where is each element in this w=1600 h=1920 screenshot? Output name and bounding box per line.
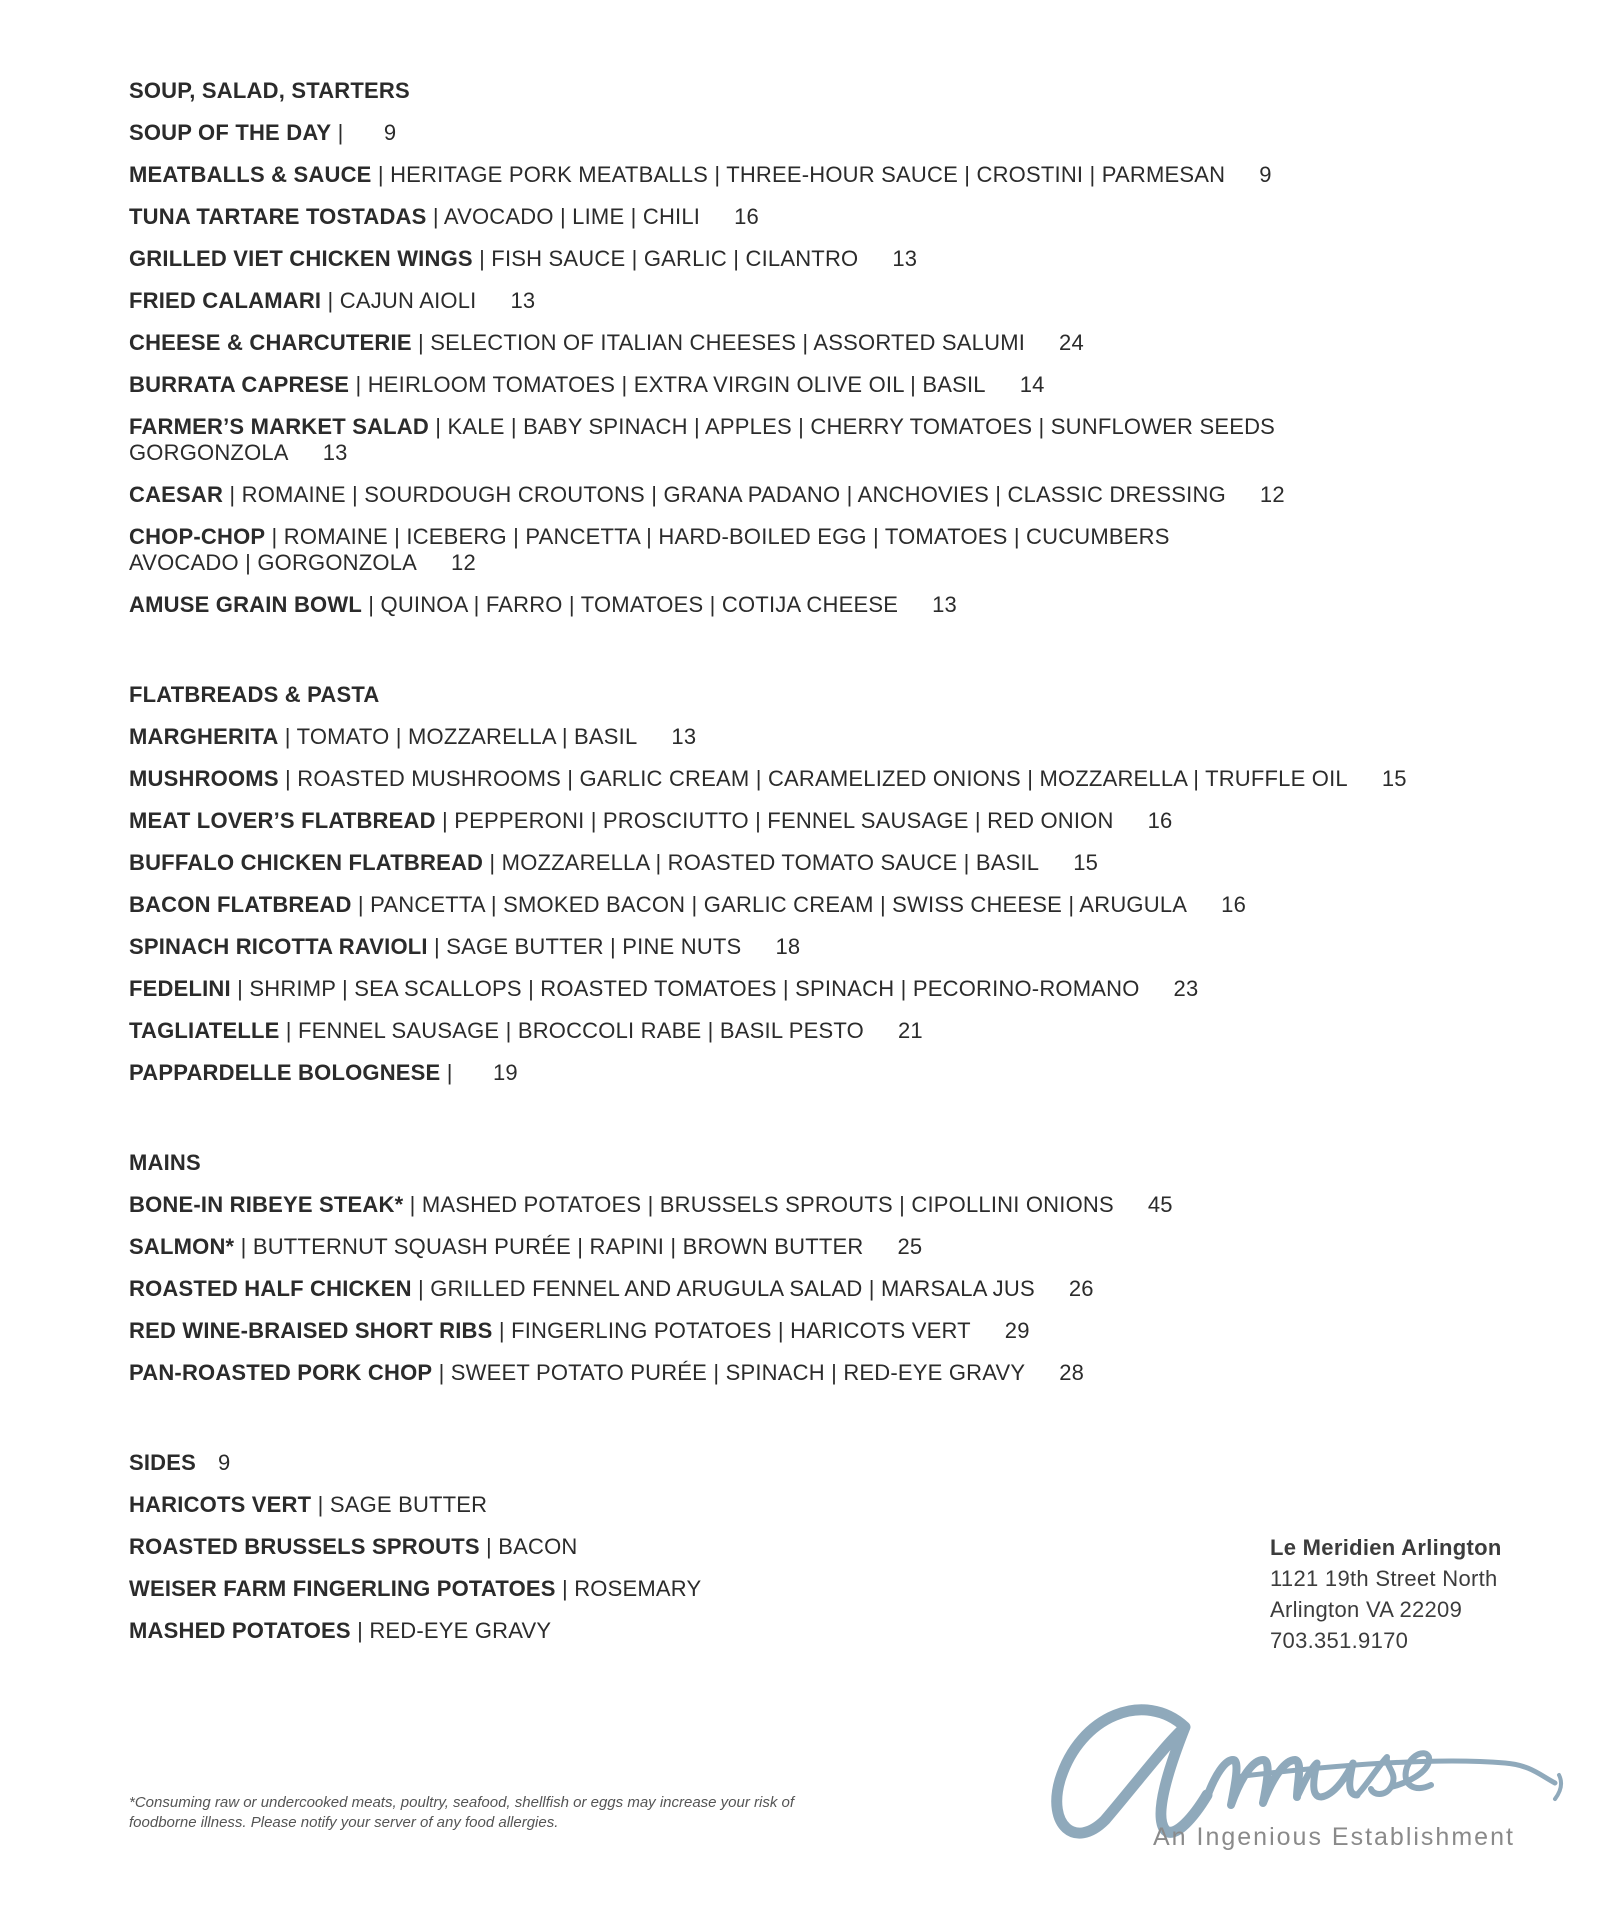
- item-description: | ROASTED MUSHROOMS | GARLIC CREAM | CARAMELIZED ONIONS | MOZZARELLA | TRUFFLE OIL: [278, 766, 1348, 791]
- item-name: MARGHERITA: [129, 724, 279, 749]
- menu-item: [129, 1192, 1459, 1218]
- item-price: 18: [775, 934, 801, 959]
- venue-name: Le Meridien Arlington: [1270, 1535, 1502, 1560]
- item-price: 9: [1259, 162, 1272, 187]
- item-description: | AVOCADO | LIME | CHILI: [426, 204, 701, 229]
- item-price: 13: [322, 440, 348, 465]
- logo-comma: [1555, 1775, 1561, 1799]
- menu-section: [129, 1450, 1459, 1644]
- item-price: 26: [1068, 1276, 1094, 1301]
- item-description: | RED-EYE GRAVY: [350, 1618, 552, 1643]
- menu-item: [129, 850, 1459, 876]
- item-name: CHEESE & CHARCUTERIE: [129, 330, 412, 355]
- phone-number: 703.351.9170: [1270, 1628, 1409, 1653]
- item-price: 12: [1259, 482, 1285, 507]
- menu-section: [129, 682, 1459, 1086]
- item-description: | FINGERLING POTATOES | HARICOTS VERT: [492, 1318, 971, 1343]
- item-price: 28: [1059, 1360, 1085, 1385]
- menu-item: [129, 1276, 1459, 1302]
- item-price: 23: [1173, 976, 1199, 1001]
- restaurant-address: [1270, 1532, 1502, 1656]
- item-name: BACON FLATBREAD: [129, 892, 352, 917]
- item-description: | ROMAINE | SOURDOUGH CROUTONS | GRANA PADANO | ANCHOVIES | CLASSIC DRESSING: [223, 482, 1226, 507]
- item-description: |: [331, 120, 350, 145]
- item-name: BUFFALO CHICKEN FLATBREAD: [129, 850, 484, 875]
- item-description: | BACON: [479, 1534, 578, 1559]
- item-price: 16: [1147, 808, 1173, 833]
- item-name: RED WINE-BRAISED SHORT RIBS: [129, 1318, 493, 1343]
- item-description: | PEPPERONI | PROSCIUTTO | FENNEL SAUSAGE | RED ONION: [435, 808, 1114, 833]
- item-name: WEISER FARM FINGERLING POTATOES: [129, 1576, 556, 1601]
- section-title: [129, 682, 1459, 708]
- menu-item: [129, 330, 1459, 356]
- item-name: FARMER’S MARKET SALAD: [129, 414, 429, 439]
- item-name: PAPPARDELLE BOLOGNESE: [129, 1060, 441, 1085]
- menu-item: [129, 1018, 1459, 1044]
- menu-item: [129, 1318, 1459, 1344]
- item-name: SOUP OF THE DAY: [129, 120, 332, 145]
- item-price: 19: [492, 1060, 518, 1085]
- menu-item: [129, 892, 1459, 918]
- menu-item: [129, 1492, 1459, 1518]
- item-description: | MOZZARELLA | ROASTED TOMATO SAUCE | BASIL: [483, 850, 1040, 875]
- menu-item: [129, 976, 1459, 1002]
- amuse-logo: [1035, 1665, 1575, 1860]
- section-price: 9: [218, 1450, 231, 1475]
- item-name: SALMON*: [129, 1234, 235, 1259]
- item-description: | HERITAGE PORK MEATBALLS | THREE-HOUR SAUCE | CROSTINI | PARMESAN: [371, 162, 1226, 187]
- item-name: CHOP-CHOP: [129, 524, 266, 549]
- item-price: 16: [1221, 892, 1247, 917]
- menu-item: [129, 414, 1459, 466]
- item-name: TAGLIATELLE: [129, 1018, 280, 1043]
- menu-item: [129, 1234, 1459, 1260]
- item-description: | MASHED POTATOES | BRUSSELS SPROUTS | CIPOLLINI ONIONS: [403, 1192, 1114, 1217]
- item-description: | PANCETTA | SMOKED BACON | GARLIC CREAM | SWISS CHEESE | ARUGULA: [351, 892, 1188, 917]
- item-price: 13: [671, 724, 697, 749]
- item-description-line2: AVOCADO | GORGONZOLA: [129, 550, 418, 575]
- section-title: [129, 78, 1459, 104]
- item-price: 13: [510, 288, 536, 313]
- item-description: | BUTTERNUT SQUASH PURÉE | RAPINI | BROWN BUTTER: [234, 1234, 864, 1259]
- item-description: | FISH SAUCE | GARLIC | CILANTRO: [472, 246, 859, 271]
- item-name: FEDELINI: [129, 976, 231, 1001]
- item-name: MEATBALLS & SAUCE: [129, 162, 372, 187]
- item-name: BONE-IN RIBEYE STEAK*: [129, 1192, 404, 1217]
- item-name: ROASTED HALF CHICKEN: [129, 1276, 412, 1301]
- item-name: FRIED CALAMARI: [129, 288, 322, 313]
- item-price: 9: [383, 120, 397, 145]
- item-name: SPINACH RICOTTA RAVIOLI: [129, 934, 428, 959]
- item-description-line2: GORGONZOLA: [129, 440, 289, 465]
- menu-body: [129, 78, 1459, 1708]
- item-name: BURRATA CAPRESE: [129, 372, 350, 397]
- item-price: 45: [1147, 1192, 1173, 1217]
- item-description: | SWEET POTATO PURÉE | SPINACH | RED-EYE GRAVY: [432, 1360, 1026, 1385]
- allergy-footnote: [129, 1793, 929, 1833]
- item-description: | KALE | BABY SPINACH | APPLES | CHERRY TOMATOES | SUNFLOWER SEEDS: [428, 414, 1276, 439]
- section-title-text: SIDES: [129, 1450, 197, 1475]
- item-name: MUSHROOMS: [129, 766, 279, 791]
- menu-item: [129, 204, 1459, 230]
- item-description-cont: [129, 440, 1459, 466]
- item-price: 21: [897, 1018, 923, 1043]
- footnote-line-1: *Consuming raw or undercooked meats, poultry, seafood, shellfish or eggs may increase your risk of: [129, 1794, 795, 1811]
- menu-item: [129, 766, 1459, 792]
- menu-item: [129, 934, 1459, 960]
- item-name: CAESAR: [129, 482, 224, 507]
- logo-letter-a: [1057, 1710, 1207, 1833]
- item-description: | QUINOA | FARRO | TOMATOES | COTIJA CHEESE: [361, 592, 899, 617]
- item-price: 24: [1059, 330, 1084, 355]
- section-title-text: FLATBREADS & PASTA: [129, 682, 380, 707]
- logo-letter-m: [1207, 1760, 1299, 1805]
- menu-item: [129, 724, 1459, 750]
- item-price: 15: [1073, 850, 1099, 875]
- item-description: | FENNEL SAUSAGE | BROCCOLI RABE | BASIL PESTO: [279, 1018, 864, 1043]
- item-description: | TOMATO | MOZZARELLA | BASIL: [278, 724, 638, 749]
- menu-item: [129, 1534, 1459, 1560]
- section-title-text: SOUP, SALAD, STARTERS: [129, 78, 410, 103]
- logo-letter-e: [1391, 1753, 1431, 1788]
- menu-item: [129, 1576, 1459, 1602]
- menu-item: [129, 288, 1459, 314]
- item-name: AMUSE GRAIN BOWL: [129, 592, 362, 617]
- logo-tagline: An Ingenious Establishment: [1153, 1823, 1515, 1851]
- item-name: HARICOTS VERT: [129, 1492, 312, 1517]
- item-description: | GRILLED FENNEL AND ARUGULA SALAD | MARSALA JUS: [411, 1276, 1035, 1301]
- item-name: MEAT LOVER’S FLATBREAD: [129, 808, 436, 833]
- item-price: 25: [897, 1234, 923, 1259]
- item-description: |: [440, 1060, 459, 1085]
- item-description: | SHRIMP | SEA SCALLOPS | ROASTED TOMATOES | SPINACH | PECORINO-ROMANO: [230, 976, 1140, 1001]
- menu-item: [129, 808, 1459, 834]
- menu-item: [129, 162, 1459, 188]
- city-state-zip: Arlington VA 22209: [1270, 1597, 1463, 1622]
- street-address: 1121 19th Street North: [1270, 1566, 1498, 1591]
- item-price: 16: [734, 204, 759, 229]
- item-description: | CAJUN AIOLI: [321, 288, 477, 313]
- menu-item: [129, 1360, 1459, 1386]
- footnote-line-2: foodborne illness. Please notify your server of any food allergies.: [129, 1814, 559, 1831]
- item-description: | SELECTION OF ITALIAN CHEESES | ASSORTED SALUMI: [411, 330, 1026, 355]
- menu-section: [129, 78, 1459, 618]
- item-price: 14: [1019, 372, 1045, 397]
- menu-item: [129, 246, 1459, 272]
- menu-item: [129, 1060, 1459, 1086]
- section-title: [129, 1150, 1459, 1176]
- menu-item: [129, 372, 1459, 398]
- item-description: | ROMAINE | ICEBERG | PANCETTA | HARD-BOILED EGG | TOMATOES | CUCUMBERS: [265, 524, 1170, 549]
- section-title-text: MAINS: [129, 1150, 201, 1175]
- menu-section: [129, 1150, 1459, 1386]
- menu-item: [129, 592, 1459, 618]
- item-price: 15: [1381, 766, 1407, 791]
- item-name: TUNA TARTARE TOSTADAS: [129, 204, 427, 229]
- item-name: GRILLED VIET CHICKEN WINGS: [129, 246, 473, 271]
- section-title: [129, 1450, 1459, 1476]
- menu-item: [129, 120, 1459, 146]
- item-name: ROASTED BRUSSELS SPROUTS: [129, 1534, 480, 1559]
- item-description: | SAGE BUTTER | PINE NUTS: [427, 934, 742, 959]
- item-name: PAN-ROASTED PORK CHOP: [129, 1360, 433, 1385]
- item-price: 12: [451, 550, 476, 575]
- item-description: | SAGE BUTTER: [311, 1492, 488, 1517]
- item-description-cont: [129, 550, 1459, 576]
- item-description: | ROSEMARY: [555, 1576, 702, 1601]
- menu-item: [129, 1618, 1459, 1644]
- item-description: | HEIRLOOM TOMATOES | EXTRA VIRGIN OLIVE OIL | BASIL: [349, 372, 986, 397]
- item-price: 13: [892, 246, 918, 271]
- menu-item: [129, 524, 1459, 576]
- item-price: 13: [932, 592, 957, 617]
- item-name: MASHED POTATOES: [129, 1618, 351, 1643]
- menu-item: [129, 482, 1459, 508]
- item-price: 29: [1004, 1318, 1030, 1343]
